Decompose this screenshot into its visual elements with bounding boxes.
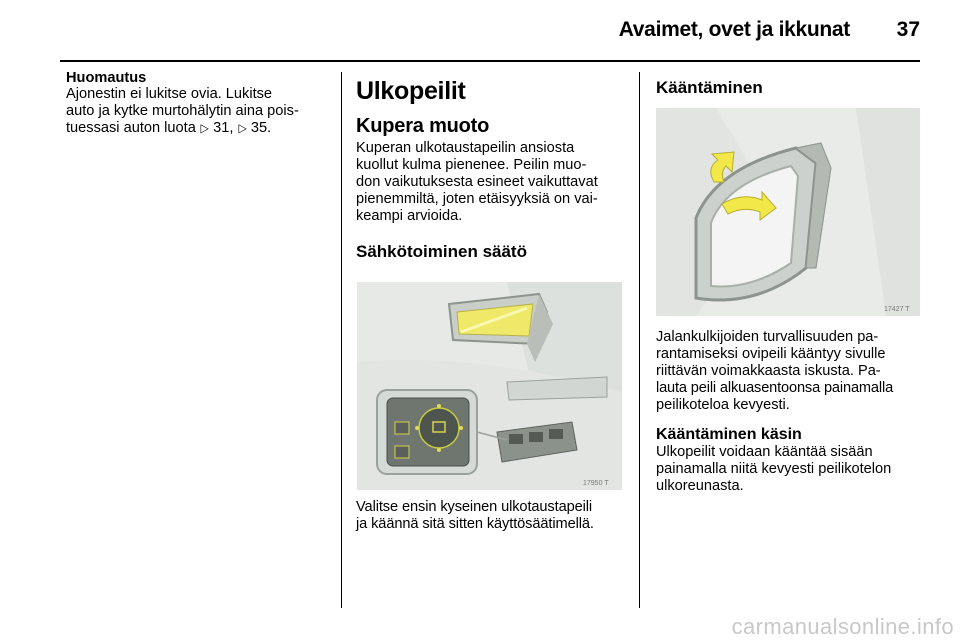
header-divider bbox=[60, 60, 920, 62]
figure-mirror-control bbox=[357, 282, 622, 490]
paragraph-line: Valitse ensin kyseinen ulkotaustapeili bbox=[356, 499, 593, 515]
section-heading-ulkopeilit: Ulkopeilit bbox=[356, 77, 466, 105]
paragraph-line: ulkoreunasta. bbox=[656, 478, 744, 494]
note-title: Huomautus bbox=[66, 70, 147, 86]
paragraph-line: rantamiseksi ovipeili kääntyy sivulle bbox=[656, 346, 886, 362]
paragraph-line: don vaikutuksesta esineet vaikuttavat bbox=[356, 174, 598, 190]
column-3-lower bbox=[656, 329, 931, 495]
paragraph-line: pienemmiltä, joten etäisyyksiä on vai- bbox=[356, 191, 598, 207]
column-3 bbox=[656, 78, 926, 98]
column-2 bbox=[356, 76, 636, 262]
subheading-sahkotoiminen-saato: Sähkötoiminen säätö bbox=[356, 242, 527, 261]
column-divider-1 bbox=[341, 72, 342, 608]
page-reference-1[interactable]: 31, bbox=[213, 120, 234, 136]
footer-watermark: carmanualsonline.info bbox=[731, 614, 954, 639]
paragraph-line: riittävän voimakkaasta iskusta. Pa- bbox=[656, 363, 881, 379]
paragraph-line: Jalankulkijoiden turvallisuuden pa- bbox=[656, 329, 879, 345]
paragraph-line: ja käännä sitä sitten käyttösäätimellä. bbox=[356, 516, 594, 532]
mirror-control-illustration bbox=[357, 282, 622, 490]
paragraph-line: peilikoteloa kevyesti. bbox=[656, 397, 790, 413]
paragraph-line: keampi arvioida. bbox=[356, 208, 463, 224]
page-header-title: Avaimet, ovet ja ikkunat bbox=[618, 18, 850, 41]
column-1 bbox=[66, 70, 336, 137]
paragraph-line: painamalla niitä kevyesti peilikotelon bbox=[656, 461, 892, 477]
page-reference-2[interactable]: 35. bbox=[250, 120, 272, 136]
mirror-folding-illustration bbox=[656, 108, 920, 316]
section-heading-kaantaminen: Kääntäminen bbox=[656, 78, 763, 97]
figure-code: 17427 T bbox=[884, 306, 910, 313]
note-line-1: Ajonestin ei lukitse ovia. Lukitse bbox=[66, 86, 273, 102]
note-line-3 bbox=[66, 120, 336, 137]
figure-code: 17950 T bbox=[583, 480, 609, 487]
column-divider-2 bbox=[639, 72, 640, 608]
figure-mirror-folding bbox=[656, 108, 920, 316]
subheading-kupera-muoto: Kupera muoto bbox=[356, 115, 490, 137]
subheading-kaantaminen-kasin: Kääntäminen käsin bbox=[656, 426, 802, 443]
paragraph-line: lauta peili alkuasentoonsa painamalla bbox=[656, 380, 894, 396]
paragraph-line: Ulkopeilit voidaan kääntää sisään bbox=[656, 444, 873, 460]
page-reference-arrow-icon: ▷ bbox=[237, 121, 247, 135]
paragraph-line: kuollut kulma pienenee. Peilin muo- bbox=[356, 157, 587, 173]
column-2-lower bbox=[356, 499, 638, 533]
page-reference-arrow-icon: ▷ bbox=[200, 121, 209, 135]
note-line-2: auto ja kytke murtohälytin aina pois- bbox=[66, 103, 299, 119]
page-number: 37 bbox=[896, 18, 920, 41]
note-line-3-text: tuessasi auton luota bbox=[66, 120, 196, 136]
paragraph-line: Kuperan ulkotaustapeilin ansiosta bbox=[356, 140, 575, 156]
